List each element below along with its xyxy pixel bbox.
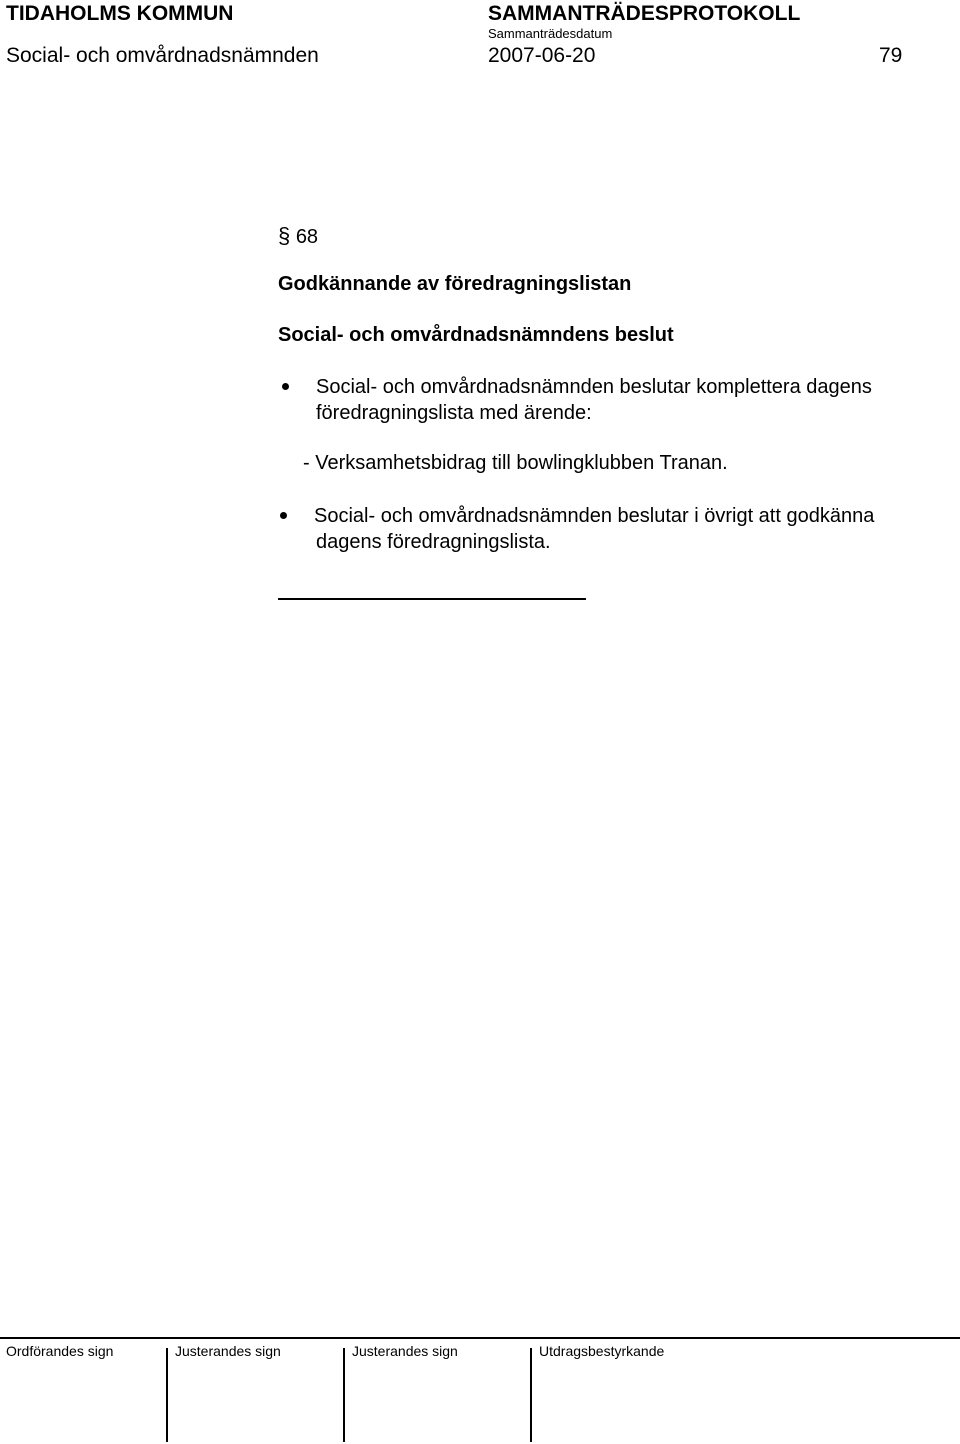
bullet1-line1: Social- och omvårdnadsnämnden beslutar komplettera dagens [316, 376, 872, 398]
committee-name: Social- och omvårdnadsnämnden [6, 44, 319, 67]
section-heading [278, 223, 318, 249]
footer-rule [0, 1337, 960, 1339]
footer-label-chairman: Ordförandes sign [6, 1343, 114, 1359]
bullet-icon [280, 512, 287, 519]
document-type: SAMMANTRÄDESPROTOKOLL [488, 2, 801, 25]
footer-label-adjuster-1: Justerandes sign [175, 1343, 281, 1359]
section-end-rule [278, 598, 586, 600]
bullet2-line1: Social- och omvårdnadsnämnden beslutar i övrigt att godkänna [314, 505, 875, 527]
date-label: Sammanträdesdatum [488, 26, 613, 41]
bullet1-line2: föredragningslista med ärende: [316, 402, 592, 424]
section-number: 68 [295, 226, 319, 248]
footer-label-extract-certifier: Utdragsbestyrkande [539, 1343, 665, 1359]
meeting-date: 2007-06-20 [488, 44, 596, 67]
section-title: Godkännande av föredragningslistan [278, 273, 632, 295]
decision-heading: Social- och omvårdnadsnämndens beslut [278, 324, 674, 346]
bullet-icon [282, 383, 289, 390]
paragraph-symbol: § [278, 223, 291, 248]
bullet2-line2: dagens föredragningslista. [316, 531, 551, 553]
footer-divider [530, 1348, 532, 1442]
footer-label-adjuster-2: Justerandes sign [352, 1343, 458, 1359]
agenda-item: - Verksamhetsbidrag till bowlingklubben Tranan. [303, 452, 728, 474]
page-number: 79 [879, 44, 903, 67]
footer-divider [343, 1348, 345, 1442]
organization-name: TIDAHOLMS KOMMUN [6, 2, 234, 25]
footer-divider [166, 1348, 168, 1442]
